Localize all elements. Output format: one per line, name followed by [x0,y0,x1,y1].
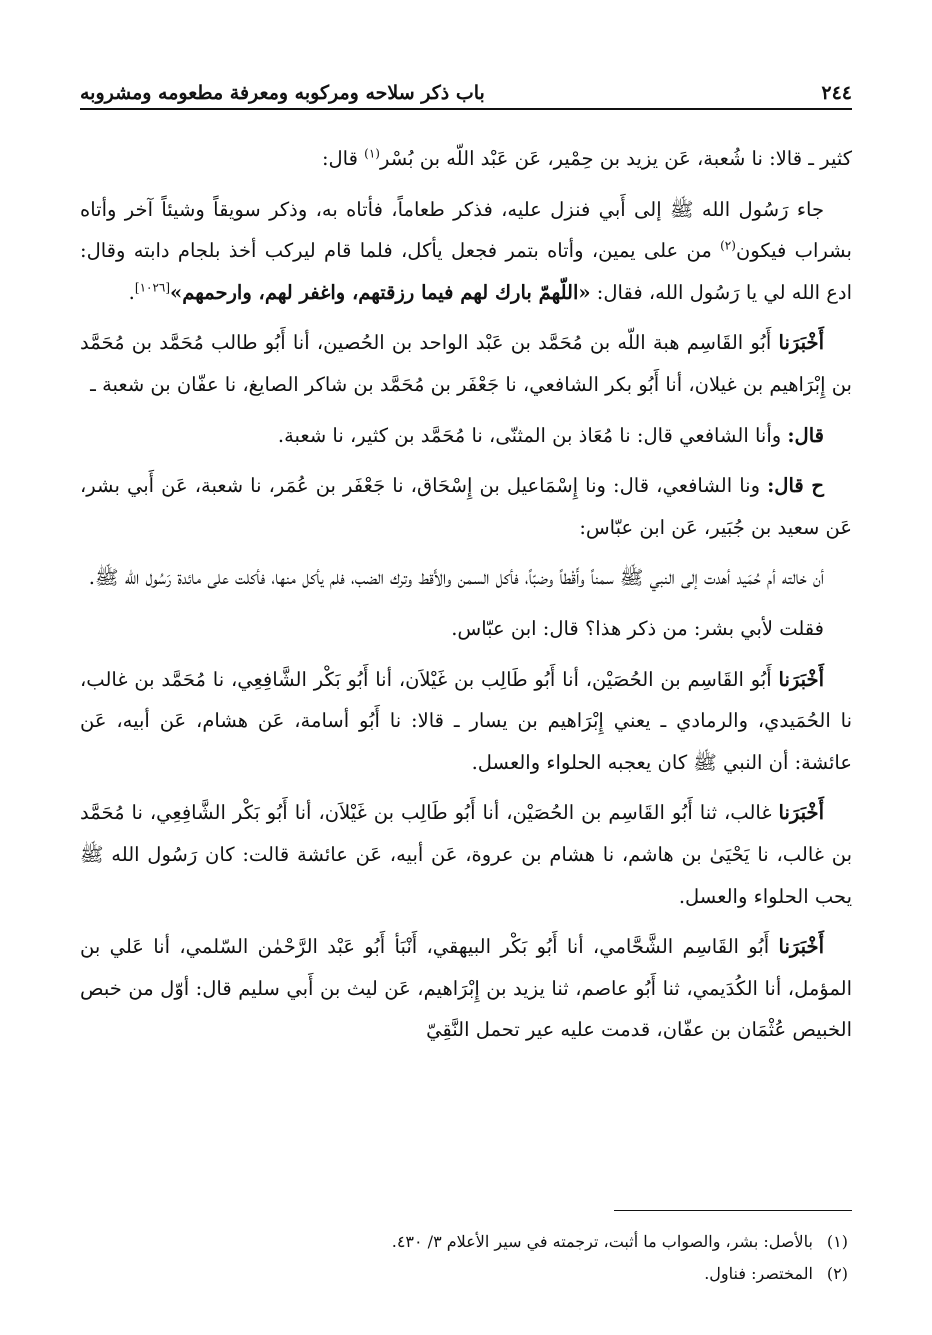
text-run: أَبُو القَاسِم بن الحُصَيْن، أنا أَبُو طَالِب بن غَيْلاَن، أنا أَبُو بَكْر الشَّافِعِي، نا مُحَمَّد بن غالب، نا الحُمَيدي، والرمادي ـ يعني إِبْرَاهيم بن يسار ـ قالا: نا أَبُو أسامة، عَن هشام، عَن أبيه، عَن عائشة: أن النبي ﷺ كان يعجبه الحلواء والعسل. [80,667,852,774]
bold-phrase: أَخْبَرَنا [778,331,824,355]
text-run: أَبُو القَاسِم الشَّحَّامي، أنا أَبُو بَكْر البيهقي، أَنْبَأ أَبُو عَبْد الرَّحْمٰن السّلمي، أنا عَلي بن المؤمل، أنا الكُدَيمي، ثنا أَبُو عاصم، ثنا يزيد بن إِبْرَاهيم، عَن ليث بن أَبي سليم قال: أوّل من خبص الخبيص عُثْمَان بن عفّان، قدمت عليه عير تحمل النَّقِيّ [80,935,852,1042]
footnote-number: (٢) [826,1264,848,1283]
text-run: أَبُو القَاسِم هبة اللّه بن مُحَمَّد بن عَبْد الواحد بن الحُصين، أنا أَبُو طالب مُحَمَّد بن مُحَمَّد بن إِبْرَاهيم بن غيلان، أنا أَبُو بكر الشافعي، نا جَعْفَر بن مُحَمَّد بن شاكر الصايغ، نا عفّان بن شعبة ـ [80,331,852,396]
header-rule [80,108,852,110]
footnote-marker: (١) [364,146,380,161]
text-run: كثير ـ قالا: نا شُعبة، عَن يزيد بن حِمْير، عَن عَبْد اللّه بن بُسْر [379,147,852,170]
footnote-rule [614,1210,852,1211]
footnote-text: بالأصل: بشر، والصواب ما أثبت، ترجمته في سير الأعلام ٣/ ٤٣٠. [391,1232,813,1251]
chapter-title: باب ذكر سلاحه ومركوبه ومعرفة مطعومه ومشروبه [80,82,485,104]
footnote [80,1226,852,1258]
bold-phrase: ح قال: [767,474,824,498]
paragraph [80,557,852,599]
text-run: جاء رَسُول الله ﷺ إلى أَبي فنزل عليه، فذكر طعاماً، فأتاه به، وذكر سويقاً وشيئاً آخر وأتاه بشراب فيكون [80,197,852,263]
paragraph [80,138,852,180]
text-run: ونا الشافعي، قال: ونا إِسْمَاعيل بن إِسْحَاق، نا جَعْفَر بن عُمَر، نا شعبة، عَن أَبي بشر، عَن سعيد بن جُبَير، عَن ابن عبّاس: [80,474,852,539]
paragraph [80,189,852,314]
paragraph [80,926,852,1051]
bold-phrase: أَخْبَرَنا [778,801,824,825]
paragraph [80,792,852,917]
bold-phrase: أَخْبَرَنا [778,935,824,959]
main-text [80,138,852,1060]
running-header [80,74,852,104]
footnote-marker: (٢) [720,238,736,253]
text-run: قال: [321,147,365,170]
footnote [80,1258,852,1290]
paragraph [80,465,852,548]
footnote-marker: [١٠٢٦] [134,280,171,295]
footnote-number: (١) [826,1232,848,1251]
paragraph [80,322,852,405]
footnotes [80,1226,852,1290]
text-run: . [128,280,135,304]
text-run: غالب، ثنا أَبُو القَاسِم بن الحُصَيْن، أنا أَبُو طَالِب بن غَيْلاَن، أنا أَبُو بَكْر الشَّافِعِي، نا مُحَمَّد بن غالب، نا يَحْيَىٰ بن هاشم، نا هشام بن عروة، عَن أبيه، عَن عائشة قالت: كان رَسُول الله ﷺ يحب الحلواء والعسل. [80,801,852,908]
paragraph [80,659,852,784]
footnote-text: المختصر: فناول. [704,1264,813,1283]
text-run: وأنا الشافعي قال: نا مُعَاذ بن المثنّى، نا مُحَمَّد بن كثير، نا شعبة. [277,423,788,447]
bold-phrase: قال: [787,423,824,447]
paragraph [80,608,852,650]
paragraph [80,415,852,457]
text-run: فقلت لأبي بشر: من ذكر هذا؟ قال: ابن عبّاس. [451,616,824,640]
page-number: ٢٤٤ [821,82,852,104]
text-run: من على يمين، وأتاه بتمر فجعل يأكل، فلما قام ليركب أخذ بلجام دابته وقال: ادع الله لي يا رَسُول الله، فقال: [80,239,852,304]
bold-phrase: «اللّهمّ بارك لهم فيما رزقتهم، واغفر لهم، وارحمهم» [170,280,591,304]
text-run: أن خالته أم حُمَيد أهدت إلى النبي ﷺ سمناً وأَقْطاً وضبّاً، فأكل السمن والأَقط وترك الضب، فلم يأكل منها، فأكلت على مائدة رَسُول الله ﷺ. [88,566,824,590]
bold-phrase: أَخْبَرَنا [778,667,824,691]
